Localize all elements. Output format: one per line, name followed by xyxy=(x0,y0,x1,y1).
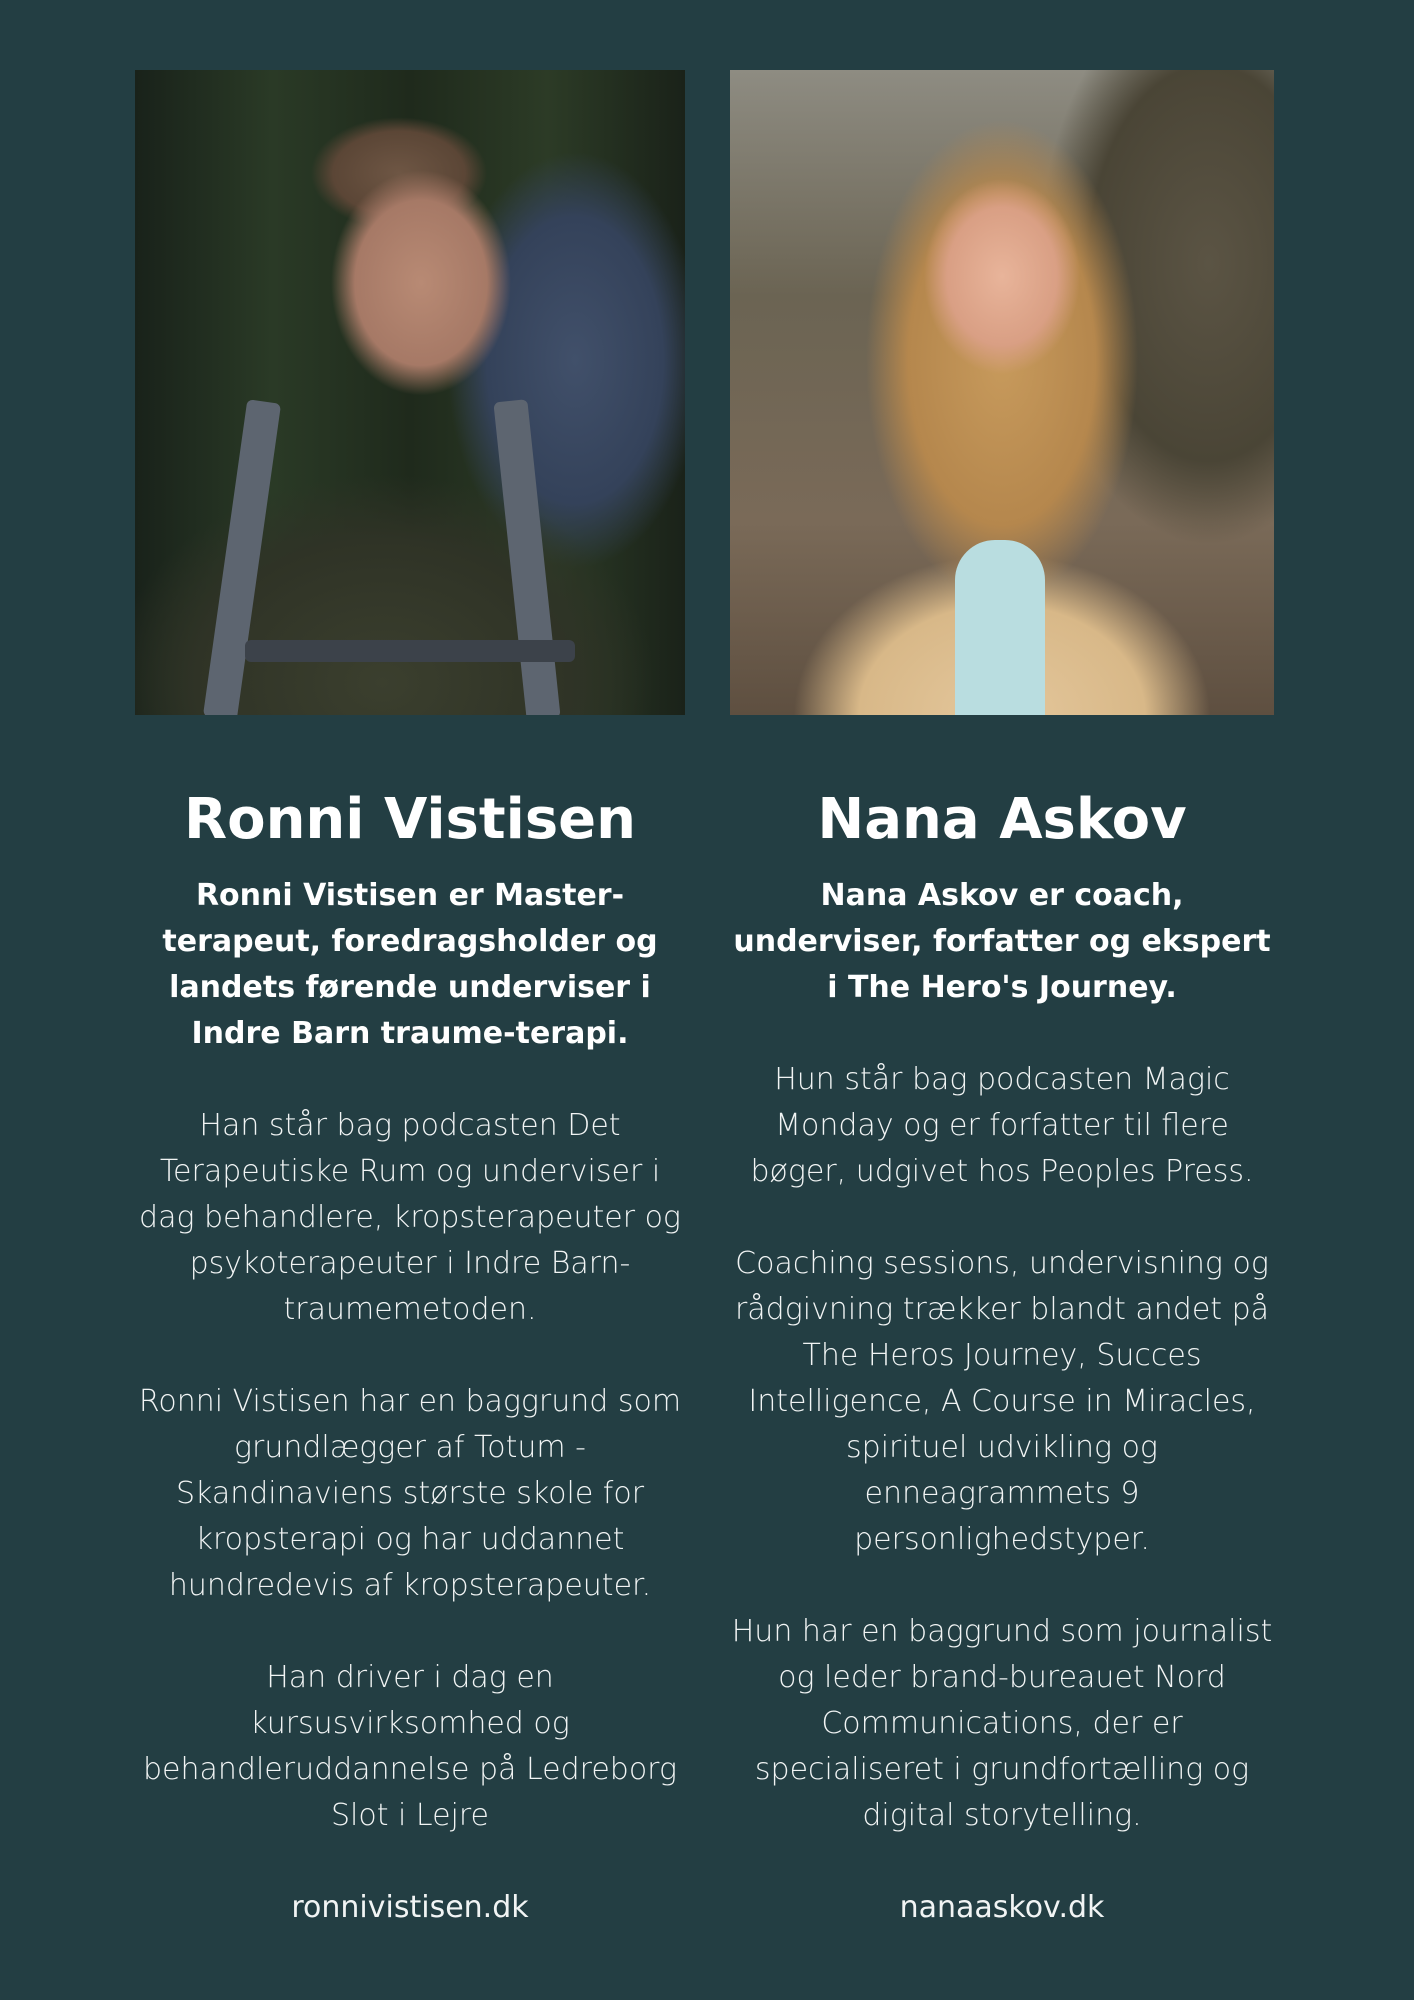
backpack-strap xyxy=(493,399,560,715)
profile-name: Ronni Vistisen xyxy=(183,787,637,852)
profile-paragraph: Hun står bag podcasten Magic Monday og er forfatter til flere bøger, udgivet hos Peoples Press. xyxy=(750,1062,1254,1189)
sweater xyxy=(955,540,1045,715)
profile-column-nana xyxy=(730,70,1274,1931)
profile-paragraph: Han står bag podcasten Det Terapeutiske Rum og underviser i dag behandlere, kropsterapeuter og psykoterapeuter i Indre Barn-traumemetoden. xyxy=(139,1108,681,1327)
chest-strap xyxy=(245,640,575,662)
profile-paragraph: Hun har en baggrund som journalist og leder brand-bureauet Nord Communications, der er specialiseret i grundfortælling og digital storytelling. xyxy=(731,1614,1273,1833)
profile-name: Nana Askov xyxy=(817,787,1187,852)
profile-paragraph: Coaching sessions, undervisning og rådgivning trækker blandt andet på The Heros Journey, Succes Intelligence, A Course in Miracles, spirituel udvikling og enneagrammets 9 personlighedstyper. xyxy=(734,1246,1270,1557)
profile-paragraph: Ronni Vistisen har en baggrund som grundlægger af Totum - Skandinaviens største skole for kropsterapi og har uddannet hundredevis af kropsterapeuter. xyxy=(138,1384,682,1603)
profile-paragraph: Han driver i dag en kursusvirksomhed og behandleruddannelse på Ledreborg Slot i Lejre xyxy=(143,1660,677,1833)
website-link[interactable]: nanaaskov.dk xyxy=(899,1890,1105,1925)
profile-lead: Nana Askov er coach, underviser, forfatter og ekspert i The Hero's Journey. xyxy=(733,878,1271,1005)
nana-askov-photo xyxy=(730,70,1274,715)
profile-column-ronni xyxy=(135,70,685,1931)
ronni-vistisen-photo xyxy=(135,70,685,715)
website-link[interactable]: ronnivistisen.dk xyxy=(291,1890,529,1925)
profile-lead: Ronni Vistisen er Master-terapeut, foredragsholder og landets førende underviser i Indre Barn traume-terapi. xyxy=(162,878,658,1051)
backpack-strap xyxy=(203,399,281,715)
